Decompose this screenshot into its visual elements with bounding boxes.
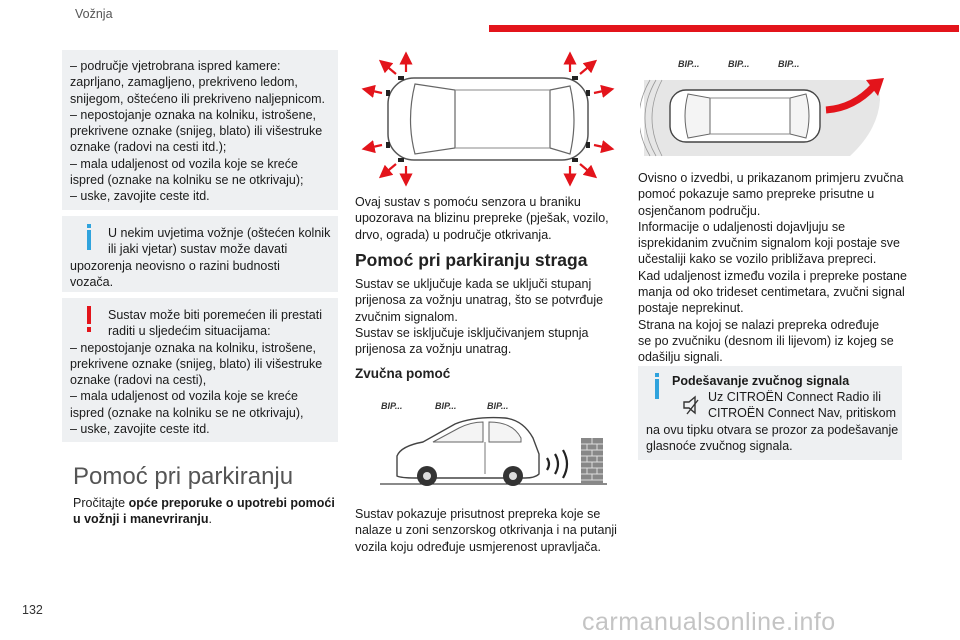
zone-line: učestaliji kako se vozilo približava prepreci. — [638, 252, 877, 267]
settings-title: Podešavanje zvučnog signala — [672, 374, 850, 388]
warning-line: Sustav može biti poremećen ili prestati — [108, 308, 322, 322]
warning-line: – nepostojanje oznaka na kolniku, istrošene, — [70, 340, 316, 355]
zone-line: postaje neprekinut. — [638, 301, 744, 316]
rear-line: prijenosa za vožnju unatrag, što se potvrđuje — [355, 293, 604, 308]
page-number: 132 — [22, 603, 43, 617]
warning-line: ispred (oznake na kolniku se ne otkrivaju), — [70, 405, 304, 420]
intro-line: – uske, zavojite ceste itd. — [70, 189, 210, 204]
sound-line: nalaze u zoni senzorskog otkrivanja i na putanji — [355, 523, 617, 538]
desc-line: upozorava na blizinu prepreke (pješak, vozilo, — [355, 211, 609, 226]
intro-text — [70, 58, 340, 205]
bip-label: BIP... — [381, 401, 403, 411]
bip-label: BIP... — [728, 59, 750, 69]
intro-line: prekrivene oznake (snijeg, blato) ili višestruke — [70, 124, 323, 139]
ref-link-2: u vožnji i manevriranju — [73, 512, 209, 527]
bip-label: BIP... — [678, 59, 700, 69]
rear-line: zvučnim signalom. — [355, 309, 458, 324]
info-line: U nekim uvjetima vožnje (oštećen kolnik — [108, 226, 331, 240]
rear-line: Sustav se isključuje isključivanjem stupnja — [355, 325, 589, 340]
settings-line: glasnoće zvučnog signala. — [646, 438, 793, 453]
reference-text — [73, 495, 343, 528]
section-heading-rear-parking: Pomoć pri parkiranju straga — [355, 250, 588, 270]
zone-line: osjenčanom području. — [638, 203, 761, 218]
zone-line: odašilju signali. — [638, 350, 723, 365]
ref-link-1: opće preporuke o upotrebi pomoći — [128, 496, 335, 510]
bip-label: BIP... — [778, 59, 800, 69]
zone-line: Kad udaljenost između vozila i prepreke postane — [638, 268, 907, 283]
settings-line: na ovu tipku otvara se prozor za podešavanje — [646, 422, 899, 437]
rear-parking-text — [355, 276, 630, 357]
intro-line: snijegom, oštećeno ili prekriveno naljepnicom. — [70, 91, 325, 106]
warning-line: oznake (radovi na cesti), — [70, 373, 207, 388]
subheading-audible-aid: Zvučna pomoć — [355, 366, 451, 381]
zone-line: Ovisno o izvedbi, u prikazanom primjeru zvučna — [638, 171, 904, 185]
zone-line: manja od oko trideset centimetara, zvučni signal — [638, 285, 905, 300]
info-line: upozorenja neovisno o razini budnosti — [70, 258, 280, 273]
system-description — [355, 194, 630, 243]
rear-line: Sustav se uključuje kada se uključi stupanj — [355, 277, 592, 291]
audible-aid-text — [355, 506, 630, 555]
intro-line: – područje vjetrobrana ispred kamere: — [70, 59, 281, 73]
info-line: vozača. — [70, 274, 114, 289]
intro-line: – mala udaljenost od vozila koje se kreće — [70, 156, 298, 171]
info-line: ili jaki vjetar) sustav može davati — [108, 242, 288, 257]
intro-line: – nepostojanje oznaka na kolniku, istrošene, — [70, 107, 316, 122]
zone-line: pomoć pokazuje samo prepreke prisutne u — [638, 187, 875, 202]
sound-line: vozila koju određuje usmjerenost upravljača. — [355, 539, 601, 554]
sound-line: Sustav pokazuje prisutnost prepreka koje se — [355, 507, 601, 521]
running-header: Vožnja — [75, 7, 113, 21]
shaded-zone-text — [638, 170, 908, 366]
info-text — [70, 225, 340, 290]
bip-label: BIP... — [435, 401, 457, 411]
intro-line: ispred (oznake na kolniku se ne otkrivaju); — [70, 173, 304, 188]
warning-text — [70, 307, 340, 437]
side-view-reversing-illustration — [375, 398, 615, 498]
warning-line: – uske, zavojite ceste itd. — [70, 422, 210, 437]
section-heading-parking-aid: Pomoć pri parkiranju — [73, 463, 294, 490]
settings-line: Uz CITROËN Connect Radio ili — [708, 390, 881, 404]
brick-wall — [581, 438, 603, 484]
intro-line: zaprljano, zamagljeno, prekriveno ledom, — [70, 75, 298, 90]
zone-line: Strana na kojoj se nalazi prepreka određuje — [638, 317, 880, 332]
bip-label: BIP... — [487, 401, 509, 411]
ref-suffix: . — [208, 512, 212, 527]
header-accent-bar — [489, 25, 959, 32]
settings-text — [646, 389, 902, 454]
shaded-zone-illustration — [640, 50, 890, 158]
ref-prefix: Pročitajte — [73, 496, 129, 510]
desc-line: Ovaj sustav s pomoću senzora u braniku — [355, 195, 581, 209]
desc-line: drvo, ograda) u područje otkrivanja. — [355, 227, 552, 242]
settings-line: CITROËN Connect Nav, pritiskom — [708, 406, 897, 421]
zone-line: Informacije o udaljenosti dojavljuju se — [638, 219, 846, 234]
intro-line: oznake (radovi na cesti itd.); — [70, 140, 227, 155]
sensor-topview-illustration — [360, 50, 620, 190]
warning-line: – mala udaljenost od vozila koje se kreće — [70, 389, 298, 404]
watermark: carmanualsonline.info — [582, 608, 836, 636]
warning-line: raditi u sljedećim situacijama: — [108, 324, 271, 339]
zone-line: isprekidanim zvučnim signalom koji postaje sve — [638, 236, 900, 251]
warning-line: prekrivene oznake (snijeg, blato) ili višestruke — [70, 356, 323, 371]
zone-line: se po zvučniku (desnom ili lijevom) iz kojeg se — [638, 333, 894, 348]
rear-line: prijenosa za vožnju unatrag. — [355, 342, 512, 357]
